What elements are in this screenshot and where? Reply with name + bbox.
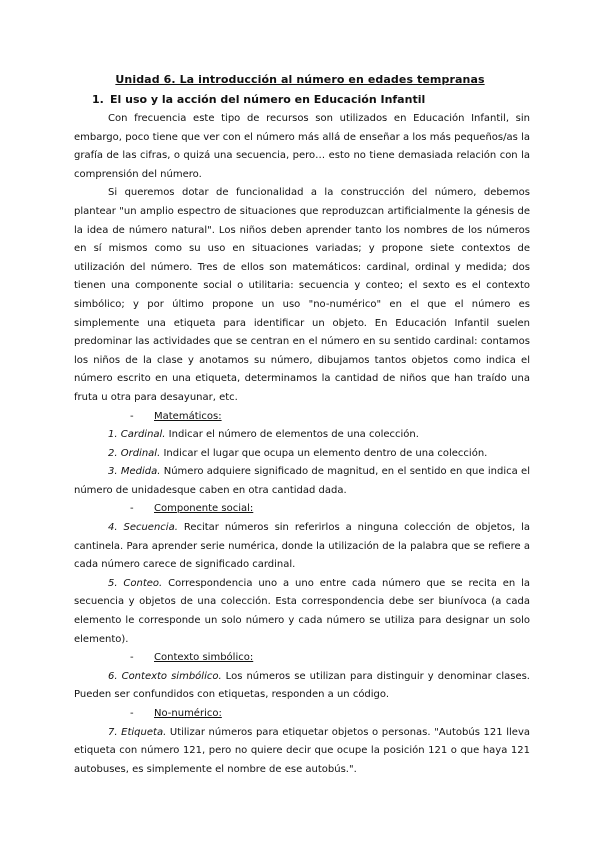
list-item [74, 575, 530, 649]
item-term: 7. Etiqueta. [108, 726, 167, 738]
item-text: Utilizar números para etiquetar objetos o personas. "Autobús 121 lleva etiqueta con número 121, pero no quiere decir que ocupe la posición 121 o que haya 121 autobuses, es simplemente el nombre de ese autobús.". [74, 726, 530, 775]
item-text: Recitar números sin referirlos a ninguna colección de objetos, la cantinela. Para aprender serie numérica, donde la utilización de la palabra que se refiere a cada número carece de significado cardinal. [74, 522, 530, 571]
group-heading-contexto-simbolico [74, 649, 530, 668]
item-text: Número adquiere significado de magnitud, en el sentido en que indica el número de unidadesque caben en otra cantidad dada. [74, 466, 530, 496]
section-heading [92, 93, 425, 106]
group-label: Contexto simbólico: [154, 652, 254, 664]
group-heading-no-numerico [74, 705, 530, 724]
section-heading-text: El uso y la acción del número en Educación Infantil [110, 93, 426, 106]
item-term: 6. Contexto simbólico. [108, 670, 222, 682]
item-term: 4. Secuencia. [108, 522, 178, 534]
paragraph: Si queremos dotar de funcionalidad a la construcción del número, debemos plantear "un amplio espectro de situaciones que reproduzcan artificialmente la génesis de la idea de número natural". Los niños deben aprender tanto los nombres de los números en sí mismos como su uso en situaciones variadas; y propone siete contextos de utilización del número. Tres de ellos son matemáticos: cardinal, ordinal y medida; dos tienen una componente social o utilitaria: secuencia y conteo; el sexto es el contexto simbólico; y por último propone un uso "no-numérico" en el que el número es simplemente una etiqueta para identificar un objeto. En Educación Infantil suelen predominar las actividades que se centran en el número en su sentido cardinal: contamos los niños de la clase y anotamos su número, dibujamos tantos objetos como indica el número escrito en una etiqueta, determinamos la cantidad de niños que han traído una fruta u otra para desayunar, etc. [74, 187, 530, 403]
document-body [74, 110, 530, 779]
document-title: Unidad 6. La introducción al número en edades tempranas [115, 73, 485, 86]
item-text: Indicar el número de elementos de una colección. [165, 429, 419, 441]
item-text: Indicar el lugar que ocupa un elemento dentro de una colección. [160, 447, 488, 459]
bullet-dash: - [130, 652, 134, 664]
list-item [74, 445, 530, 464]
section-number: 1. [92, 93, 104, 106]
paragraph: Con frecuencia este tipo de recursos son utilizados en Educación Infantil, sin embargo, poco tiene que ver con el número más allá de enseñar a los más pequeños/as la grafía de las cifras, o quizá una secuencia, pero… esto no tiene demasiada relación con la comprensión del número. [74, 113, 530, 180]
item-term: 1. Cardinal. [108, 429, 166, 441]
list-item [74, 519, 530, 575]
bullet-dash: - [130, 708, 134, 719]
item-term: 5. Conteo. [108, 577, 163, 589]
list-item [74, 426, 530, 445]
bullet-dash: - [130, 410, 134, 422]
list-item [74, 724, 530, 780]
item-text: Los números se utilizan para distinguir y denominar clases. Pueden ser confundidos con etiquetas, responden a un código. [74, 670, 530, 701]
group-label: No-numérico: [154, 708, 222, 719]
item-term: 3. Medida. [108, 466, 161, 478]
group-heading-componente-social [74, 500, 530, 519]
item-text: Correspondencia uno a uno entre cada número que se recita en la secuencia y objetos de una colección. Esta correspondencia debe ser biunívoca (a cada elemento le corresponde un solo número y cada número se utiliza para designar un solo elemento). [74, 577, 530, 645]
bullet-dash: - [130, 503, 134, 515]
item-term: 2. Ordinal. [108, 447, 161, 459]
list-item [74, 668, 530, 705]
group-heading-matematicos [74, 408, 530, 427]
list-item [74, 463, 530, 500]
group-label: Matemáticos: [154, 410, 222, 422]
group-label: Componente social: [154, 503, 254, 515]
